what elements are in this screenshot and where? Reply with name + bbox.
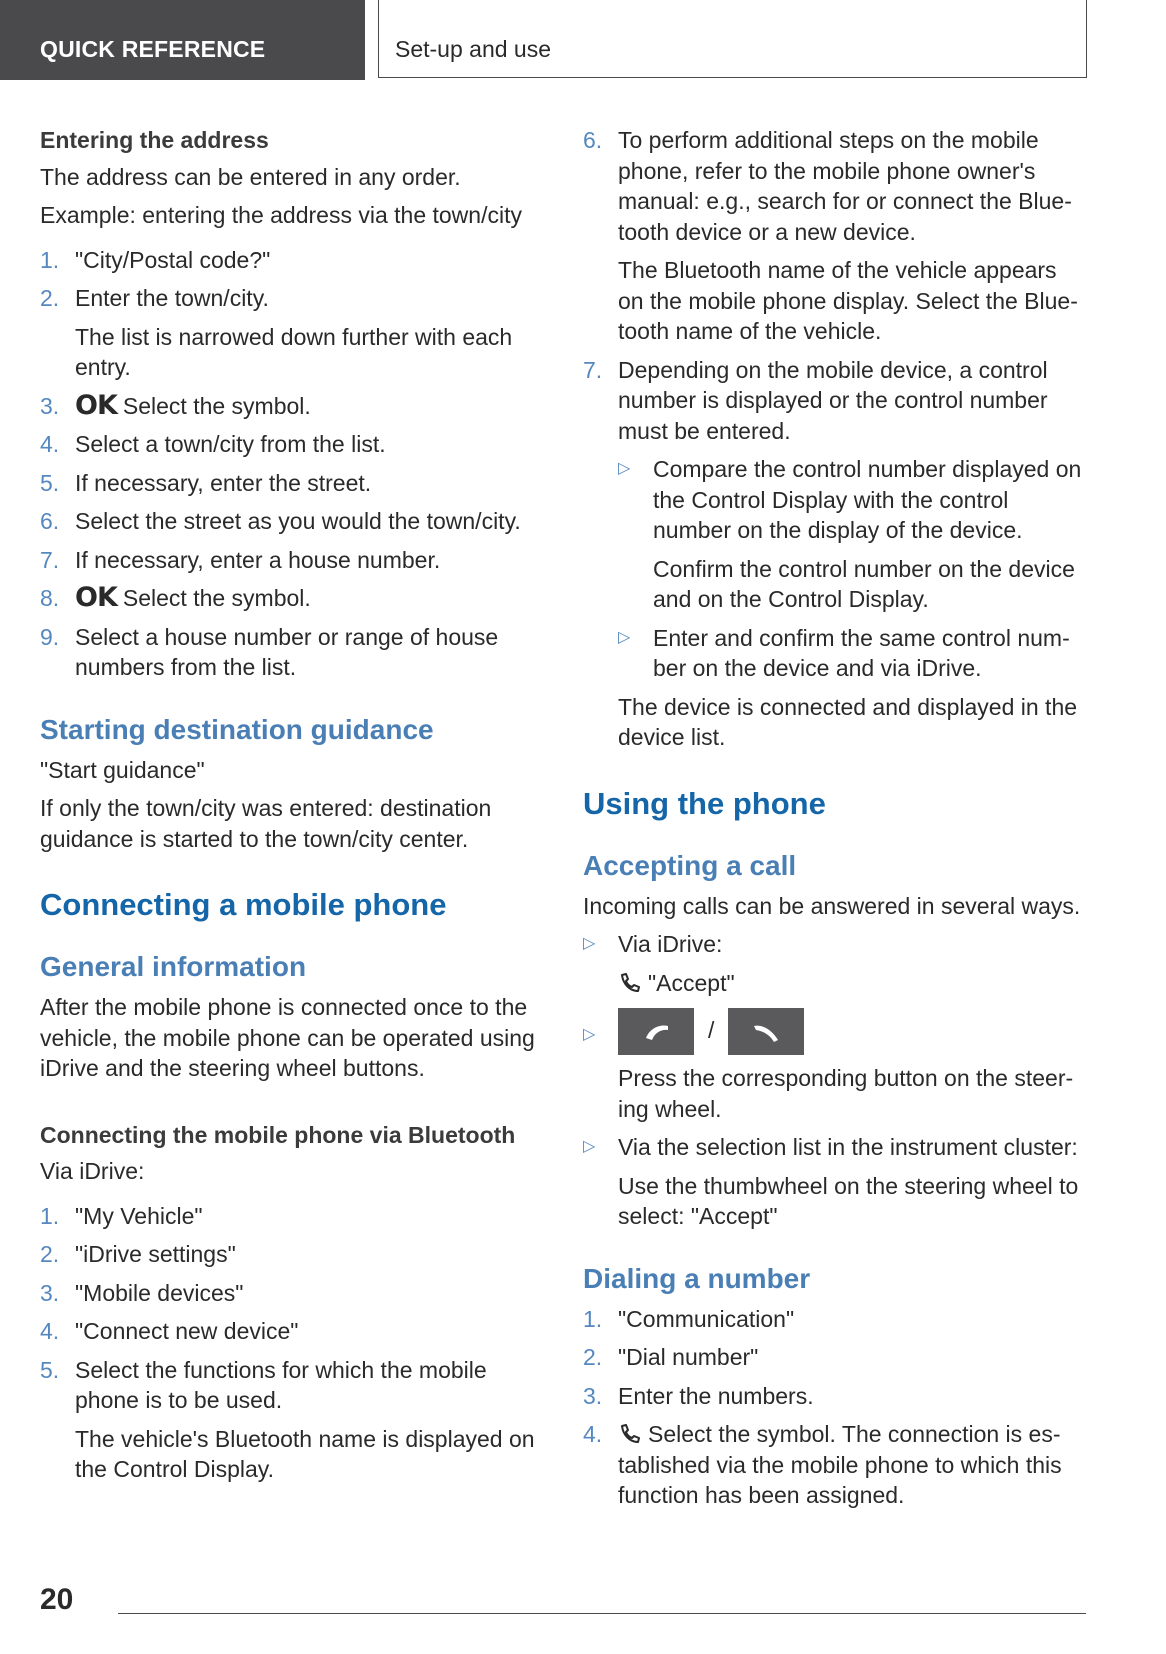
section-tab: [0, 0, 365, 80]
page-number: 20: [40, 1583, 74, 1616]
list-number: 5.: [40, 469, 60, 496]
bullet-note: Use the thumbwheel on the steering wheel to select: "Accept": [618, 1172, 1079, 1229]
list-text: Enter the numbers.: [618, 1382, 814, 1409]
list-text: Depending on the mobile device, a control number is displayed or the control number must be entered.: [618, 356, 1048, 444]
list-note: The Bluetooth name of the vehicle appears on the mobile phone display. Select the Blue-tooth name of the vehicle.: [618, 257, 1078, 344]
list-note: The list is narrowed down further with each entry.: [75, 323, 513, 380]
bullet-text: Enter and confirm the same control num-ber on the device and via iDrive.: [653, 624, 1070, 681]
list-item: [583, 1304, 1088, 1335]
list-item: [40, 1239, 545, 1270]
list-text: Select the symbol.: [122, 585, 311, 611]
list-text: "iDrive settings": [75, 1241, 236, 1267]
list-text: Select the functions for which the mobile phone is to be used.: [75, 1356, 487, 1413]
list-number: 7.: [583, 356, 603, 383]
list-number: 1.: [583, 1305, 603, 1332]
phone-hangup-icon: [728, 1008, 804, 1055]
list-text: "My Vehicle": [75, 1202, 203, 1229]
list-note: The vehicle's Bluetooth name is displayed on the Control Display.: [75, 1425, 535, 1482]
bullet-note-text: "Accept": [648, 969, 735, 996]
list-number: 2.: [40, 1241, 60, 1267]
list-item: [40, 468, 545, 499]
left-column: [40, 125, 545, 1493]
list-item: [40, 583, 545, 614]
heading-accepting-call: Accepting a call: [583, 849, 797, 881]
list-number: 4.: [583, 1421, 603, 1447]
ok-symbol-icon: OK: [75, 389, 117, 421]
phone-handset-icon: [618, 971, 642, 995]
list-number: 6.: [40, 508, 60, 534]
triangle-right-icon: ▷: [583, 935, 596, 952]
list-number: 2.: [40, 285, 60, 311]
phone-pickup-icon: [618, 1008, 694, 1055]
list-number: 6.: [583, 127, 603, 153]
list-number: 3.: [40, 392, 60, 419]
heading-starting-guidance: Starting destination guidance: [40, 713, 434, 745]
heading-entering-address: Entering the address: [40, 127, 269, 153]
list-item: [40, 622, 545, 683]
footer-divider: [118, 1613, 1086, 1614]
list-number: 1.: [40, 246, 60, 273]
list-item: [40, 283, 545, 314]
list-item: [40, 545, 545, 576]
list-number: 2.: [583, 1344, 603, 1370]
list-text: Select the street as you would the town/city.: [75, 508, 521, 534]
list-item: [40, 1278, 545, 1309]
list-item: [40, 1201, 545, 1232]
paragraph: Via iDrive:: [40, 1158, 145, 1184]
bullet-text: Via the selection list in the instrument cluster:: [618, 1134, 1078, 1160]
paragraph: The device is connected and displayed in the device list.: [618, 693, 1078, 750]
bullet-item: [618, 454, 1088, 546]
list-number: 9.: [40, 623, 60, 650]
list-item: [583, 355, 1088, 447]
bullet-note: Confirm the control number on the device and on the Control Display.: [653, 555, 1075, 612]
paragraph: Incoming calls can be answered in several ways.: [583, 892, 1081, 919]
call-end-button-image: [728, 1008, 804, 1055]
bullet-note: [583, 968, 1088, 999]
bullet-note: Press the corresponding button on the steer-ing wheel.: [618, 1065, 1074, 1122]
list-item: [40, 391, 545, 422]
paragraph: Example: entering the address via the town/city: [40, 202, 522, 228]
bullet-text: Compare the control number displayed on the Control Display with the control number on the display of the device.: [653, 456, 1082, 543]
list-text: Enter the town/city.: [75, 285, 269, 311]
list-number: 4.: [40, 431, 60, 457]
bullet-item: [583, 1132, 1088, 1163]
chapter-title: Set-up and use: [395, 36, 552, 62]
list-item: [40, 429, 545, 460]
triangle-right-icon: ▷: [583, 1026, 596, 1043]
list-number: 3.: [40, 1279, 60, 1306]
list-text: To perform additional steps on the mobile phone, refer to the mobile phone owner's manual: e.g., search for or connect the Blue-tooth device or a new device.: [618, 127, 1072, 245]
list-item: [583, 1342, 1088, 1373]
chapter-tab: [378, 0, 1087, 78]
bullet-item: [618, 623, 1088, 684]
paragraph: If only the town/city was entered: destination guidance is started to the town/city center.: [40, 795, 492, 852]
paragraph: The address can be entered in any order.: [40, 163, 461, 190]
list-number: 7.: [40, 546, 60, 573]
list-number: 3.: [583, 1382, 603, 1409]
list-text: "Dial number": [618, 1344, 759, 1370]
triangle-right-icon: ▷: [583, 1138, 596, 1155]
call-accept-button-image: [618, 1008, 694, 1055]
list-number: 8.: [40, 585, 60, 611]
list-text: Select a house number or range of house numbers from the list.: [75, 623, 499, 680]
list-text: Select the symbol.: [122, 392, 311, 419]
section-title: QUICK REFERENCE: [40, 36, 266, 62]
bullet-item: [583, 1008, 1088, 1055]
heading-using-phone: Using the phone: [583, 785, 826, 821]
list-text: "Connect new device": [75, 1318, 299, 1344]
list-item: [40, 1355, 545, 1416]
phone-handset-icon: [618, 1422, 642, 1446]
sub-bullets: [583, 454, 1088, 684]
list-text: "Mobile devices": [75, 1279, 244, 1306]
bullet-text: Via iDrive:: [618, 931, 723, 957]
list-item: [40, 506, 545, 537]
right-column: [583, 125, 1088, 1519]
list-item: [40, 1316, 545, 1347]
list-text: If necessary, enter the street.: [75, 469, 372, 496]
triangle-right-icon: ▷: [618, 628, 631, 646]
list-text: "City/Postal code?": [75, 246, 271, 273]
separator: /: [708, 1016, 715, 1043]
list-item: [583, 125, 1088, 247]
list-number: 4.: [40, 1318, 60, 1344]
bullet-item: [583, 929, 1088, 960]
ok-symbol-icon: OK: [75, 582, 117, 613]
heading-general-info: General information: [40, 951, 307, 982]
paragraph: "Start guidance": [40, 756, 205, 783]
list-number: 5.: [40, 1356, 60, 1383]
heading-connecting-phone: Connecting a mobile phone: [40, 887, 447, 922]
list-text: "Communication": [618, 1305, 795, 1332]
list-number: 1.: [40, 1202, 60, 1229]
list-item: [583, 1381, 1088, 1412]
list-text: Select a town/city from the list.: [75, 431, 386, 457]
heading-dialing-number: Dialing a number: [583, 1262, 811, 1294]
list-text: If necessary, enter a house number.: [75, 546, 441, 573]
paragraph: After the mobile phone is connected once to the vehicle, the mobile phone can be operated using iDrive and the steering wheel buttons.: [40, 994, 535, 1081]
list-item: [40, 245, 545, 276]
heading-bluetooth: Connecting the mobile phone via Bluetooth: [40, 1121, 516, 1148]
list-item: [583, 1419, 1088, 1511]
list-text: Select the symbol. The connection is es-tablished via the mobile phone to which this function has been assigned.: [618, 1421, 1062, 1508]
triangle-right-icon: ▷: [618, 460, 631, 477]
